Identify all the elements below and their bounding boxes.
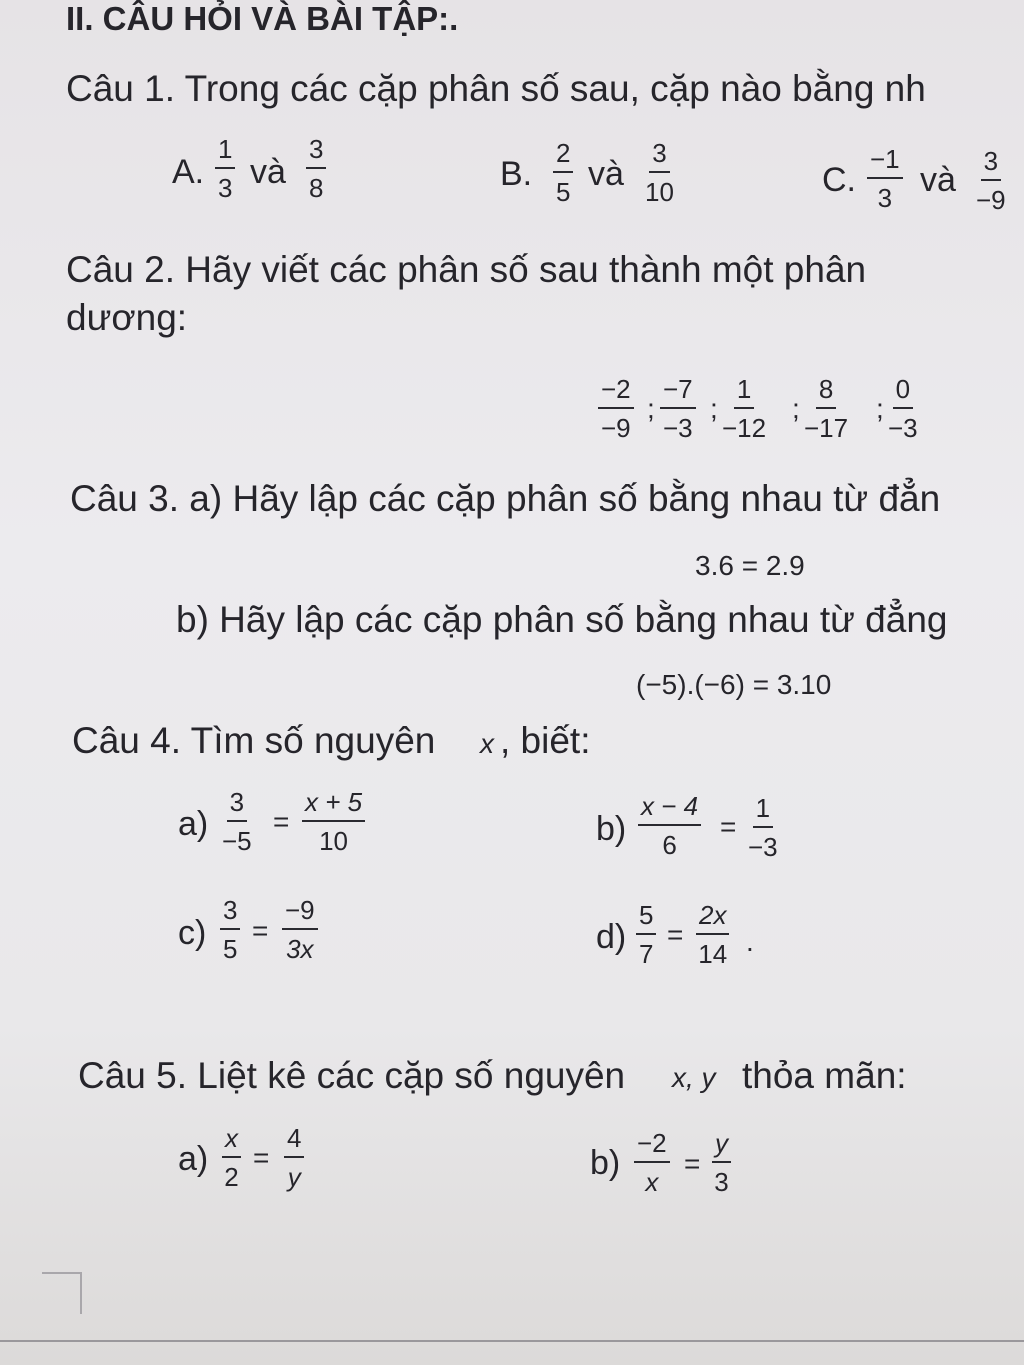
q5b-equals: =	[684, 1148, 701, 1179]
question-1-text: Câu 1. Trong các cặp phân số sau, cặp nào bằng nh	[66, 68, 926, 109]
q4b-label: b)	[596, 810, 627, 848]
q5a-right-fraction: $\frac{4}{y}$	[284, 1125, 304, 1190]
q1-option-b-label: B.	[500, 155, 533, 193]
q2-separator: ;	[710, 393, 718, 424]
section-title: II. CÂU HỎI VÀ BÀI TẬP:.	[66, 0, 459, 37]
question-4-text-end: , biết:	[500, 720, 591, 761]
q4a-equals: =	[273, 806, 290, 837]
q3a-equation: 3.6 = 2.9	[695, 550, 805, 581]
q4d-label: d)	[596, 918, 627, 956]
q4c-right-fraction: $\frac{-9}{3x}$	[282, 897, 318, 962]
q4a-right-fraction: $\frac{x + 5}{10}$	[302, 789, 365, 854]
q1-option-c-label: C.	[822, 161, 856, 199]
q2-fraction-4: $\frac{8}{-17}$	[804, 374, 849, 443]
q1-option-a-fraction-2: $\frac{3}{8}$	[306, 136, 326, 201]
q4c-equals: =	[252, 915, 269, 946]
q1-option-b-fraction-1: $\frac{2}{5}$	[553, 140, 573, 205]
q1-option-a-label: A.	[172, 153, 205, 191]
q5b-left-fraction: $\frac{-2}{x}$	[634, 1130, 670, 1195]
q4d-left-fraction: $\frac{5}{7}$	[636, 902, 656, 967]
q1-option-a-fraction-1: $\frac{1}{3}$	[215, 136, 235, 201]
question-3b-text: b) Hãy lập các cặp phân số bằng nhau từ đẳng	[176, 599, 948, 640]
page-bottom-divider	[0, 1340, 1024, 1342]
q5a-label: a)	[178, 1140, 209, 1178]
q1-option-c-fraction-1: $\frac{-1}{3}$	[867, 146, 903, 211]
q2-fraction-3: $\frac{1}{-12}$	[722, 374, 767, 443]
q2-separator: ;	[792, 393, 800, 424]
q4b-right-fraction: $\frac{1}{-3}$	[748, 793, 778, 862]
q5-variables: x, y	[672, 1062, 716, 1093]
q2-fraction-5: $\frac{0}{-3}$	[888, 374, 918, 443]
question-5-text-end: thỏa mãn:	[742, 1055, 907, 1096]
q4d-equals: =	[667, 919, 684, 950]
q1-option-b-conj: và	[588, 155, 624, 193]
question-5-text-start: Câu 5. Liệt kê các cặp số nguyên	[78, 1055, 626, 1096]
q5b-label: b)	[590, 1144, 621, 1182]
q1-option-b-fraction-2: $\frac{3}{10}$	[645, 138, 674, 207]
q1-option-c-conj: và	[920, 161, 956, 199]
question-4-text-start: Câu 4. Tìm số nguyên	[72, 720, 436, 761]
question-2-line-1: Câu 2. Hãy viết các phân số sau thành một phân	[66, 249, 867, 290]
q1-option-a-conj: và	[250, 153, 286, 191]
q5a-left-fraction: $\frac{x}{2}$	[222, 1125, 241, 1190]
q4d-trailing-dot: .	[746, 926, 754, 957]
q2-fraction-1: $\frac{-2}{-9}$	[598, 376, 634, 441]
q1-option-c-fraction-2: $\frac{3}{-9}$	[976, 146, 1006, 215]
q3b-equation: (−5).(−6) = 3.10	[636, 669, 832, 700]
q5b-right-fraction: $\frac{y}{3}$	[712, 1130, 731, 1195]
q4-variable-x: x	[480, 728, 494, 759]
q4c-left-fraction: $\frac{3}{5}$	[220, 897, 240, 962]
q2-separator: ;	[876, 393, 884, 424]
q2-separator: ;	[647, 393, 655, 424]
q2-fraction-2: $\frac{-7}{-3}$	[660, 376, 696, 441]
q4a-label: a)	[178, 805, 209, 843]
question-3a-text: Câu 3. a) Hãy lập các cặp phân số bằng nhau từ đẳn	[70, 478, 941, 519]
q4b-left-fraction: $\frac{x - 4}{6}$	[638, 793, 701, 858]
q4c-label: c)	[178, 914, 207, 952]
q4d-right-fraction: $\frac{2x}{14}$	[696, 902, 729, 967]
question-2-line-2: dương:	[66, 297, 188, 338]
q4a-left-fraction: $\frac{3}{-5}$	[222, 787, 252, 856]
q5a-equals: =	[253, 1142, 270, 1173]
q4b-equals: =	[720, 811, 737, 842]
page-corner-mark	[42, 1272, 82, 1314]
